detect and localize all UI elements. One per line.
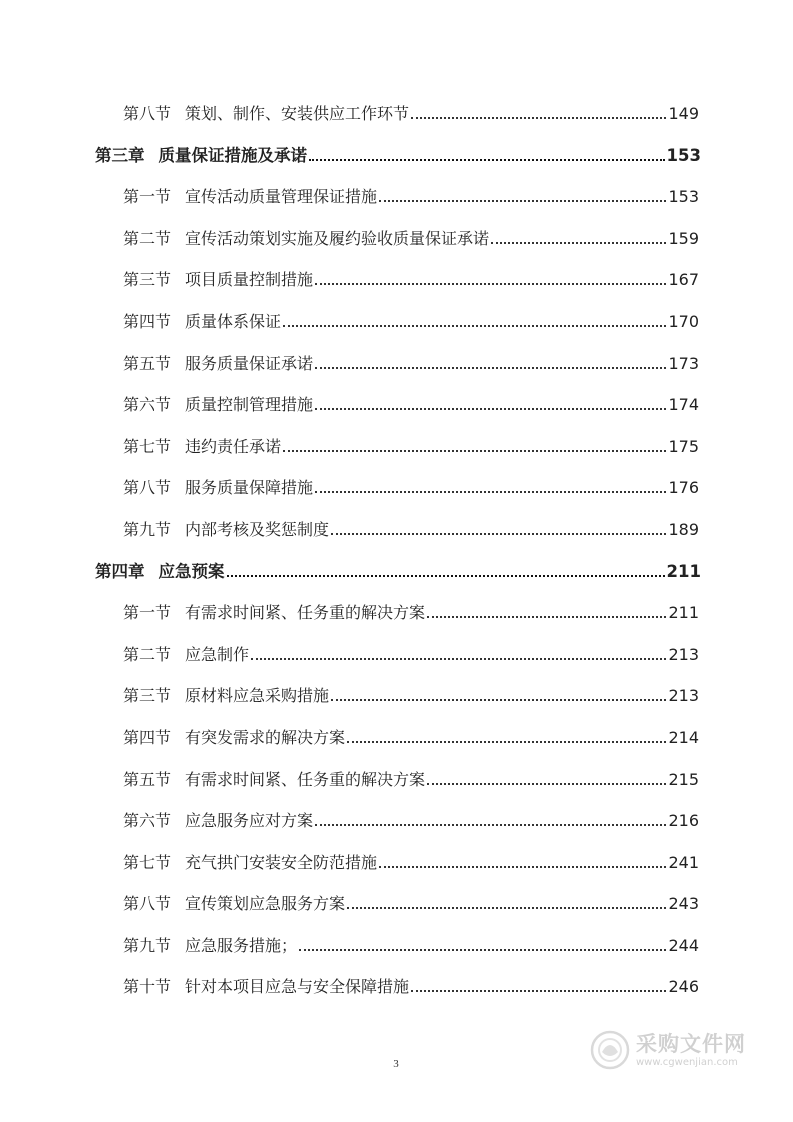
toc-entry-page: 213	[668, 645, 699, 664]
toc-entry[interactable]	[123, 805, 699, 831]
toc-entry-number: 第三节	[123, 686, 172, 705]
toc-entry-number: 第二节	[123, 645, 172, 664]
toc-entry-number: 第九节	[123, 520, 172, 539]
toc-leader-dots	[315, 367, 666, 369]
toc-leader-dots	[331, 699, 666, 701]
toc-entry-page: 216	[668, 811, 699, 830]
toc-entry-page: 174	[668, 395, 699, 414]
toc-entry-page: 243	[668, 894, 699, 913]
toc-chapter[interactable]	[95, 140, 701, 166]
toc-leader-dots	[411, 990, 666, 992]
toc-entry-title: 有需求时间紧、任务重的解决方案	[185, 770, 426, 789]
toc-entry[interactable]	[123, 930, 699, 956]
toc-entry[interactable]	[123, 98, 699, 124]
toc-entry-number: 第八节	[123, 894, 172, 913]
toc-entry-title: 策划、制作、安装供应工作环节	[185, 104, 410, 123]
toc-entry[interactable]	[123, 472, 699, 498]
toc-entry[interactable]	[123, 223, 699, 249]
toc-entry-number: 第九节	[123, 936, 172, 955]
toc-entry-title: 违约责任承诺	[185, 437, 282, 456]
toc-entry-page: 211	[668, 603, 699, 622]
toc-leader-dots	[299, 949, 666, 951]
toc-entry-page: 170	[668, 312, 699, 331]
toc-chapter[interactable]	[95, 556, 701, 582]
toc-entry-number: 第四节	[123, 728, 172, 747]
toc-entry[interactable]	[123, 181, 699, 207]
toc-entry-title: 内部考核及奖惩制度	[185, 520, 330, 539]
toc-chapter-page: 153	[666, 146, 701, 165]
toc-chapter-number: 第三章	[95, 146, 145, 165]
toc-entry-title: 宣传活动策划实施及履约验收质量保证承诺	[185, 229, 490, 248]
toc-entry-title: 有突发需求的解决方案	[185, 728, 346, 747]
toc-entry-page: 176	[668, 478, 699, 497]
toc-leader-dots	[283, 450, 666, 452]
toc-chapter-number: 第四章	[95, 562, 145, 581]
toc-leader-dots	[315, 283, 666, 285]
toc-leader-dots	[379, 866, 666, 868]
toc-entry-page: 215	[668, 770, 699, 789]
toc-entry-number: 第一节	[123, 603, 172, 622]
watermark-url: www.cgwenjian.com	[636, 1056, 738, 1068]
toc-chapter-title: 质量保证措施及承诺	[158, 146, 307, 165]
toc-entry-title: 服务质量保障措施	[185, 478, 314, 497]
toc-entry[interactable]	[123, 389, 699, 415]
toc-entry-number: 第一节	[123, 187, 172, 206]
toc-entry[interactable]	[123, 722, 699, 748]
toc-entry[interactable]	[123, 971, 699, 997]
toc-entry-title: 应急制作	[185, 645, 250, 664]
toc-leader-dots	[283, 325, 666, 327]
toc-entry-page: 244	[668, 936, 699, 955]
toc-entry-title: 充气拱门安装安全防范措施	[185, 853, 378, 872]
logo-icon	[590, 1030, 630, 1070]
toc-entry[interactable]	[123, 514, 699, 540]
toc-leader-dots	[411, 117, 666, 119]
toc-entry-page: 213	[668, 686, 699, 705]
toc-entry-title: 应急服务应对方案	[185, 811, 314, 830]
toc-entry-page: 159	[668, 229, 699, 248]
page-number: 3	[393, 1058, 399, 1070]
toc-leader-dots	[347, 907, 666, 909]
toc-entry[interactable]	[123, 597, 699, 623]
toc-entry[interactable]	[123, 888, 699, 914]
toc-entry[interactable]	[123, 639, 699, 665]
toc-leader-dots	[427, 616, 666, 618]
toc-entry-number: 第十节	[123, 977, 172, 996]
toc-entry[interactable]	[123, 764, 699, 790]
toc-entry[interactable]	[123, 431, 699, 457]
toc-leader-dots	[227, 575, 665, 577]
toc-entry[interactable]	[123, 264, 699, 290]
toc-entry-number: 第三节	[123, 270, 172, 289]
toc-entry-page: 175	[668, 437, 699, 456]
toc-entry-number: 第四节	[123, 312, 172, 331]
toc-entry-page: 173	[668, 354, 699, 373]
toc-entry-page: 241	[668, 853, 699, 872]
toc-leader-dots	[331, 533, 666, 535]
toc-entry-title: 有需求时间紧、任务重的解决方案	[185, 603, 426, 622]
toc-leader-dots	[315, 491, 666, 493]
toc-chapter-title: 应急预案	[158, 562, 225, 581]
toc-entry-title: 原材料应急采购措施	[185, 686, 330, 705]
watermark	[590, 1024, 760, 1076]
toc-entry[interactable]	[123, 680, 699, 706]
toc-entry-number: 第五节	[123, 770, 172, 789]
toc-leader-dots	[251, 658, 666, 660]
toc-entry-number: 第六节	[123, 395, 172, 414]
toc-entry-title: 服务质量保证承诺	[185, 354, 314, 373]
toc-entry-number: 第五节	[123, 354, 172, 373]
toc-leader-dots	[347, 741, 666, 743]
toc-leader-dots	[427, 783, 666, 785]
toc-entry-number: 第七节	[123, 437, 172, 456]
toc-entry-title: 质量体系保证	[185, 312, 282, 331]
toc-entry-title: 项目质量控制措施	[185, 270, 314, 289]
toc-entry-page: 214	[668, 728, 699, 747]
toc-entry-title: 应急服务措施；	[185, 936, 298, 955]
toc-entry-number: 第七节	[123, 853, 172, 872]
toc-entry-number: 第八节	[123, 478, 172, 497]
toc-leader-dots	[315, 408, 666, 410]
toc-entry-number: 第六节	[123, 811, 172, 830]
toc-entry-page: 153	[668, 187, 699, 206]
toc-entry-page: 149	[668, 104, 699, 123]
toc-entry-page: 246	[668, 977, 699, 996]
toc-entry[interactable]	[123, 306, 699, 332]
toc-entry-number: 第二节	[123, 229, 172, 248]
toc-leader-dots	[315, 824, 666, 826]
toc-entry[interactable]	[123, 348, 699, 374]
toc-entry-page: 189	[668, 520, 699, 539]
toc-entry-title: 宣传活动质量管理保证措施	[185, 187, 378, 206]
toc-entry[interactable]	[123, 847, 699, 873]
toc-leader-dots	[379, 200, 666, 202]
toc-entry-title: 宣传策划应急服务方案	[185, 894, 346, 913]
toc-entry-number: 第八节	[123, 104, 172, 123]
toc-entry-page: 167	[668, 270, 699, 289]
toc-leader-dots	[491, 242, 666, 244]
toc-entry-title: 针对本项目应急与安全保障措施	[185, 977, 410, 996]
toc-chapter-page: 211	[666, 562, 701, 581]
toc-leader-dots	[309, 159, 665, 161]
toc-entry-title: 质量控制管理措施	[185, 395, 314, 414]
watermark-name: 采购文件网	[636, 1031, 746, 1056]
